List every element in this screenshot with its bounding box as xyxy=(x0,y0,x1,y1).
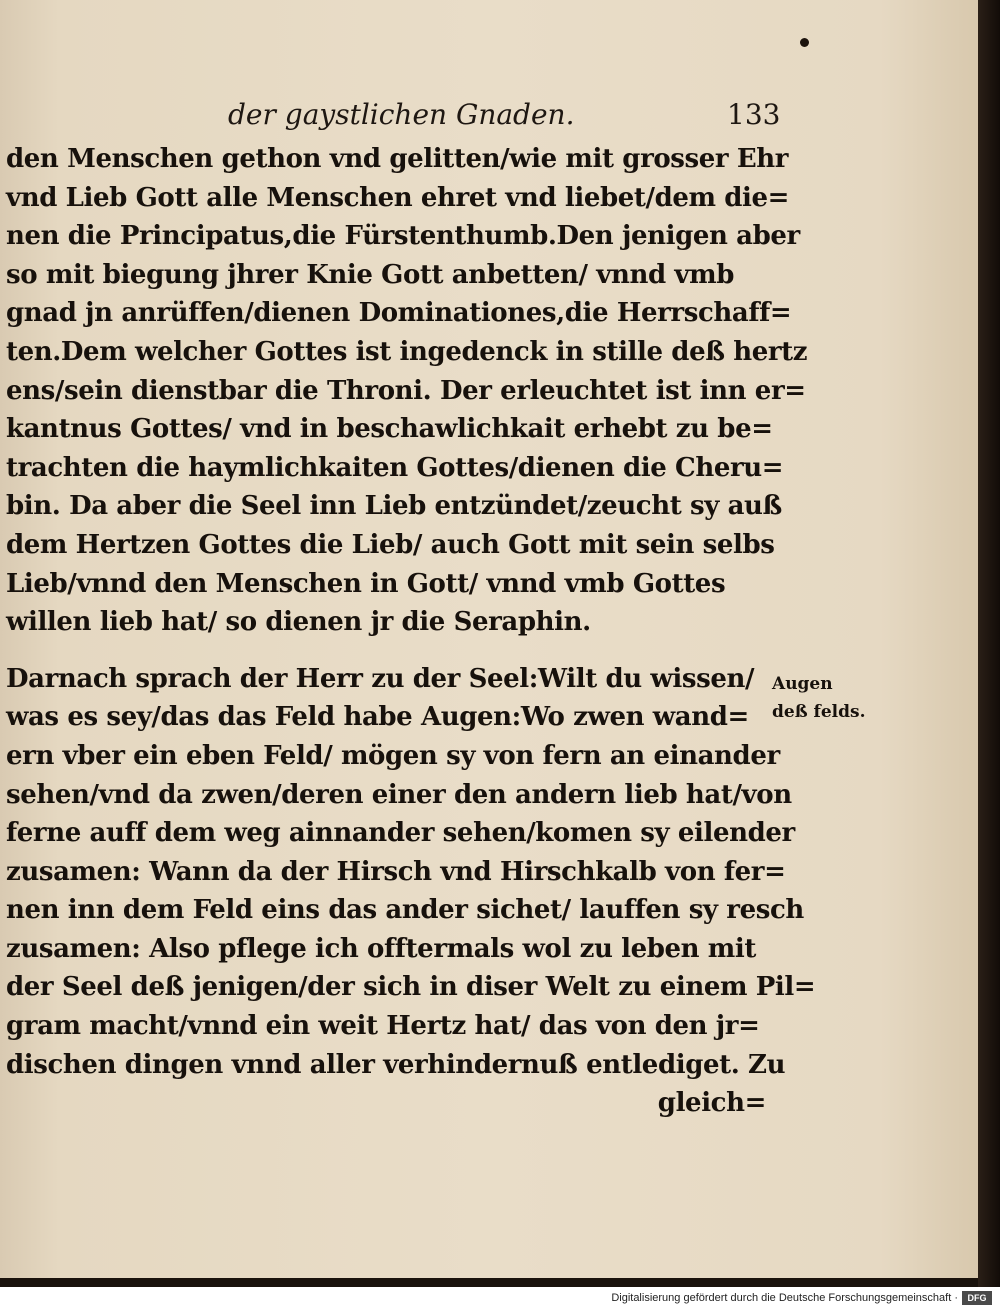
page-edge-shadow xyxy=(978,0,1000,1287)
text-line: sehen/vnd da zwen/deren einer den andern lieb hat/von xyxy=(6,779,792,810)
text-line: zusamen: Wann da der Hirsch vnd Hirschkalb von fer= xyxy=(6,856,786,887)
footer-credit: Digitalisierung gefördert durch die Deutsche Forschungsgemeinschaft · xyxy=(611,1292,958,1304)
dfg-logo-icon: DFG xyxy=(962,1291,992,1305)
ink-spot xyxy=(800,38,809,47)
text-line: der Seel deß jenigen/der sich in diser Welt zu einem Pil= xyxy=(6,972,816,1003)
paragraph-gap xyxy=(6,642,766,660)
text-line: gnad jn anrüffen/dienen Dominationes,die Herrschaff= xyxy=(6,298,792,329)
margin-note-line: deß felds. xyxy=(772,702,866,722)
page-header xyxy=(0,98,978,138)
footer-bar xyxy=(0,1287,1000,1311)
running-title: der gaystlichen Gnaden. xyxy=(228,98,575,131)
text-line: ens/sein dienstbar die Throni. Der erleuchtet ist inn er= xyxy=(6,375,806,406)
margin-note-line: Augen xyxy=(772,674,833,694)
text-line: dem Hertzen Gottes die Lieb/ auch Gott mit sein selbs xyxy=(6,529,775,560)
text-line: kantnus Gottes/ vnd in beschawlichkait erhebt zu be= xyxy=(6,414,773,445)
body-text xyxy=(6,140,816,1123)
text-line: den Menschen gethon vnd gelitten/wie mit grosser Ehr xyxy=(6,144,789,174)
text-line: bin. Da aber die Seel inn Lieb entzündet/zeucht sy auß xyxy=(6,491,782,522)
text-line: nen die Principatus,die Fürstenthumb.Den jenigen aber xyxy=(6,221,800,252)
text-line: was es sey/das das Feld habe Augen:Wo zwen wand= xyxy=(6,702,749,733)
margin-note xyxy=(772,670,872,726)
text-line: dischen dingen vnnd aller verhindernuß entlediget. Zu xyxy=(6,1049,786,1080)
text-line: so mit biegung jhrer Knie Gott anbetten/ vnnd vmb xyxy=(6,259,735,290)
text-line: vnd Lieb Gott alle Menschen ehret vnd liebet/dem die= xyxy=(6,182,790,213)
text-line: ern vber ein eben Feld/ mögen sy von fern an einander xyxy=(6,740,780,771)
text-line: Darnach sprach der Herr zu der Seel:Wilt du wissen/ xyxy=(6,663,755,694)
text-line: zusamen: Also pflege ich offtermals wol zu leben mit xyxy=(6,933,757,964)
text-line: nen inn dem Feld eins das ander sichet/ lauffen sy resch xyxy=(6,895,804,926)
text-line: willen lieb hat/ so dienen jr die Seraphin. xyxy=(6,607,591,638)
text-line: gram macht/vnnd ein weit Hertz hat/ das von den jr= xyxy=(6,1011,760,1042)
page-number: 133 xyxy=(727,98,781,131)
text-line: ten.Dem welcher Gottes ist ingedenck in stille deß hertz xyxy=(6,336,808,367)
catchword: gleich= xyxy=(657,1088,766,1119)
text-line: ferne auff dem weg ainnander sehen/komen sy eilender xyxy=(6,818,795,849)
text-line: trachten die haymlichkaiten Gottes/dienen die Cheru= xyxy=(6,452,784,483)
text-line: Lieb/vnnd den Menschen in Gott/ vnnd vmb Gottes xyxy=(6,568,726,599)
